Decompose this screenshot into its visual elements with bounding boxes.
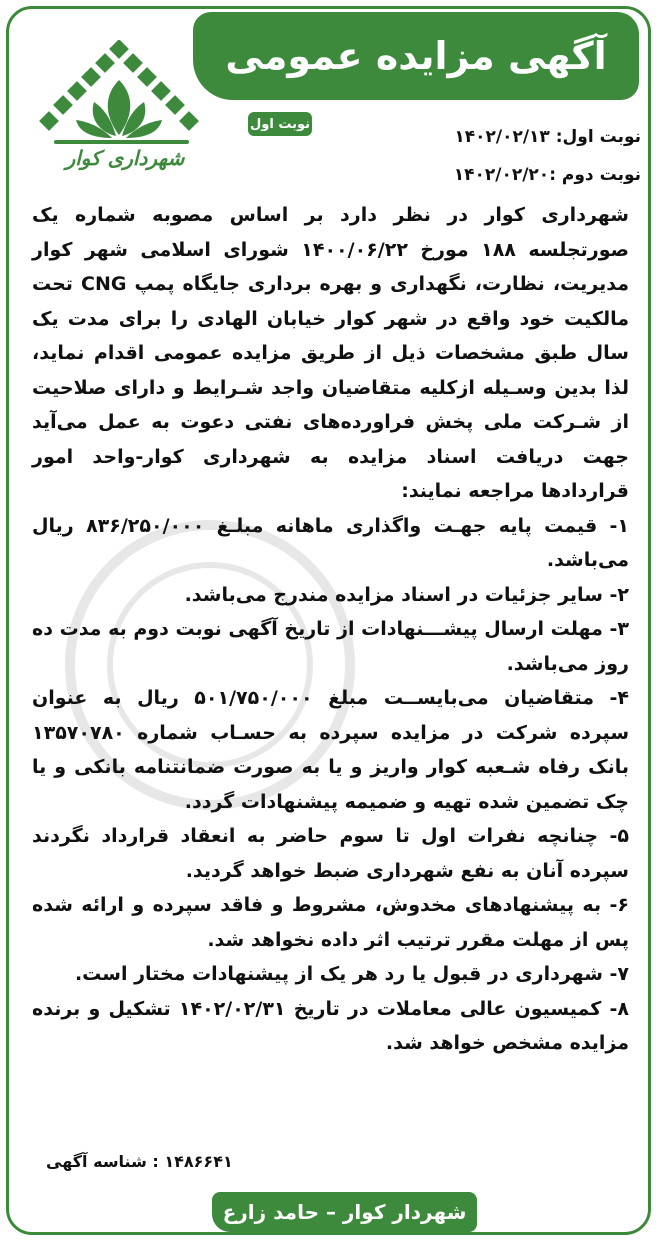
logo-caption: شهرداری کوار bbox=[65, 146, 185, 170]
condition-item-3: ۳- مهلت ارسال پیشـــنهادات از تاریخ آگهی نوبت دوم به مدت ده روز می‌باشد. bbox=[32, 618, 629, 675]
condition-item-4: ۴- متقاضیان می‌بایســت مبلغ ۵۰۱/۷۵۰/۰۰۰ ریال به عنوان سپرده شرکت در مزایده سپرده به حسـاب شماره ۱۳۵۷۰۷۸۰ بانک رفاه شـعبه کوار واریز و یا به صورت ضمانتنامه بانکی و یا چک تضمین شده تهیه و ضمیمه پیشنهادات گردد. bbox=[32, 687, 629, 813]
first-round-date: نوبت اول: ۱۴۰۲/۰۲/۱۳ bbox=[454, 127, 641, 147]
notice-body bbox=[32, 198, 629, 1061]
intro-paragraph: شهرداری کوار در نظر دارد بر اساس مصوبه شماره یک صورتجلسه ۱۸۸ مورخ ۱۴۰۰/۰۶/۲۲ شورای اسلامی شهر کوار مدیریت، نظارت، نگهداری و بهره برداری جایگاه پمپ CNG تحت مالکیت خود واقع در شهر کوار خیابان الهادی را برای مدت یک سال طبق مشخصات ذیل از طریق مزایده عمومی اقدام نماید، لذا بدین وسـیله ازکلیه متقاضیان واجد شـرایط و دارای صلاحیت از شـرکت ملی پخش فراورده‌های نفتی دعوت به عمل می‌آید جهت دریافت اسناد مزایده به شهرداری کوار-واحد امور قراردادها مراجعه نمایند: bbox=[32, 204, 630, 502]
notice-id: ۱۴۸۶۶۴۱ : شناسه آگهی bbox=[46, 1152, 233, 1171]
condition-item-1: ۱- قیمت پایه جهـت واگذاری ماهانه مبلـغ ۸۳۶/۲۵۰/۰۰۰ ریال می‌باشد. bbox=[32, 514, 629, 571]
second-round-date: نوبت دوم :۱۴۰۲/۰۲/۲۰ bbox=[453, 165, 641, 185]
condition-item-5: ۵- چنانچه نفرات اول تا سوم حاضر به انعقاد قرارداد نگردند سپرده آنان به نفع شهرداری ضبط خواهد گردید. bbox=[32, 825, 629, 882]
notice-title: آگهی مزایده عمومی bbox=[193, 12, 639, 100]
dates-block bbox=[311, 118, 641, 194]
condition-item-8: ۸- کمیسیون عالی معاملات در تاریخ ۱۴۰۲/۰۲/۳۱ تشکیل و برنده مزایده مشخص خواهد شد. bbox=[32, 997, 629, 1054]
condition-item-2: ۲- سایر جزئیات در اسناد مزایده مندرج می‌باشد. bbox=[184, 583, 629, 606]
condition-item-7: ۷- شهرداری در قبول یا رد هر یک از پیشنهادات مختار است. bbox=[74, 963, 629, 985]
round-badge: نوبت اول bbox=[248, 112, 312, 136]
condition-item-6: ۶- به پیشنهادهای مخدوش، مشروط و فاقد سپرده و ارائه شده پس از مهلت مقرر ترتیب اثر داده نخواهد شد. bbox=[32, 894, 629, 951]
signature-banner: شهردار کوار – حامد زارع bbox=[212, 1192, 477, 1232]
